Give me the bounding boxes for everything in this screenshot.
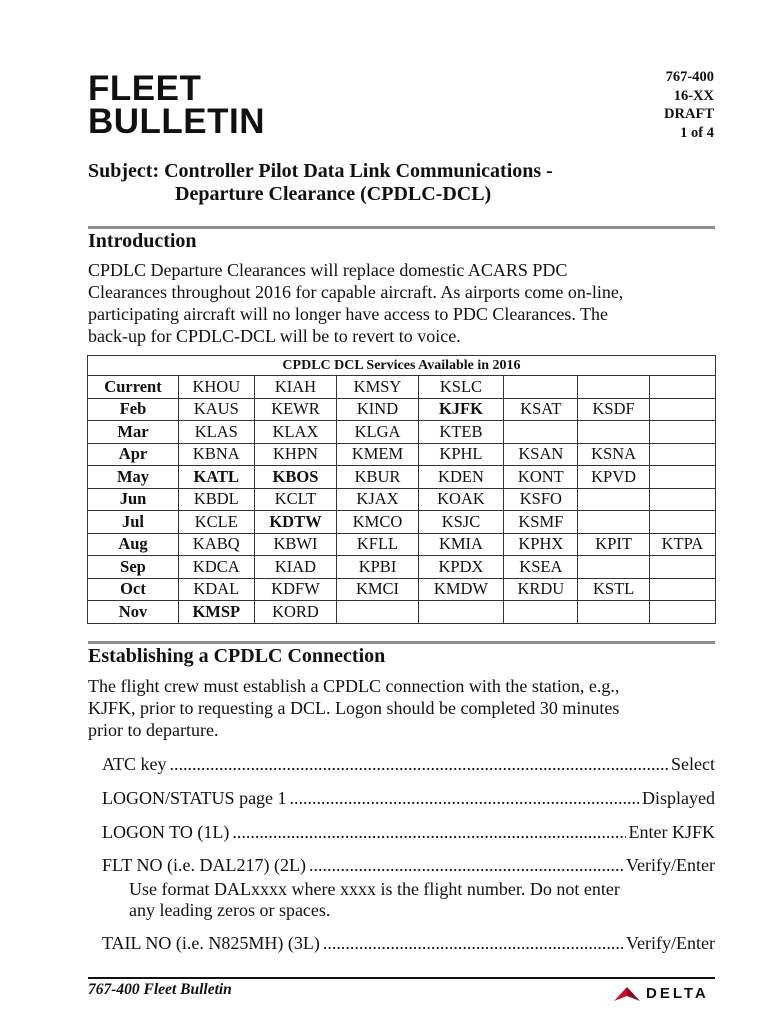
table-row [88,443,716,466]
airport-cell: KBDL [179,488,255,511]
airport-cell [578,421,649,444]
airport-cell: KTEB [418,421,504,444]
airport-cell: KIAD [254,556,337,579]
connection-heading: Establishing a CPDLC Connection [88,645,386,667]
month-cell: Oct [88,578,179,601]
airport-cell: KMCI [337,578,418,601]
month-cell: May [88,466,179,489]
airport-cell: KJFK [418,398,504,421]
note-line: any leading zeros or spaces. [129,900,331,920]
airport-cell [504,421,578,444]
meta-aircraft: 767-400 [665,69,714,85]
intro-line: CPDLC Departure Clearances will replace domestic ACARS PDC [88,260,568,280]
airport-cell: KMSY [337,376,418,399]
airport-cell [649,466,715,489]
airport-cell [578,601,649,624]
month-cell: Jul [88,511,179,534]
table-row [88,533,716,556]
title-line-1: FLEET [88,69,202,108]
airport-cell: KHPN [254,443,337,466]
footer-title: 767-400 Fleet Bulletin [88,981,232,998]
airport-cell [504,601,578,624]
step-flt-no [102,854,715,876]
intro-line: back-up for CPDLC-DCL will be to revert to voice. [88,326,461,346]
airport-cell [418,601,504,624]
intro-heading: Introduction [88,230,197,252]
step-action: Verify/Enter [626,855,715,875]
airport-cell: KORD [254,601,337,624]
airport-cell: KRDU [504,578,578,601]
month-cell: Apr [88,443,179,466]
step-label: LOGON/STATUS page 1 [102,788,287,808]
airport-cell [578,556,649,579]
delta-triangle-icon [614,987,640,1001]
airport-cell [649,443,715,466]
connection-line: KJFK, prior to requesting a DCL. Logon should be completed 30 minutes [88,698,620,718]
leader-dots [309,854,623,876]
airport-cell [649,488,715,511]
airport-cell: KSTL [578,578,649,601]
dcl-services-table [87,355,716,624]
month-cell: Jun [88,488,179,511]
airport-cell [578,488,649,511]
table-row [88,421,716,444]
airport-cell: KBUR [337,466,418,489]
airport-cell [649,556,715,579]
airport-cell: KSAN [504,443,578,466]
month-cell: Aug [88,533,179,556]
airport-cell [649,398,715,421]
table-row [88,578,716,601]
airport-cell: KSAT [504,398,578,421]
airport-cell: KDTW [254,511,337,534]
airport-cell: KLAX [254,421,337,444]
connection-line: The flight crew must establish a CPDLC connection with the station, e.g., [88,676,620,696]
airport-cell [649,511,715,534]
table-row [88,398,716,421]
airport-cell: KPDX [418,556,504,579]
step-action: Verify/Enter [626,933,715,953]
airport-cell: KFLL [337,533,418,556]
airport-cell: KPHX [504,533,578,556]
airport-cell: KBWI [254,533,337,556]
airport-cell: KONT [504,466,578,489]
airport-cell: KEWR [254,398,337,421]
table-row [88,511,716,534]
section-divider [88,226,715,229]
note-line: Use format DALxxxx where xxxx is the flight number. Do not enter [129,879,620,899]
airport-cell: KDAL [179,578,255,601]
table-row [88,601,716,624]
leader-dots [290,787,639,809]
airport-cell: KPIT [578,533,649,556]
step-label: LOGON TO (1L) [102,822,230,842]
airport-cell: KDEN [418,466,504,489]
intro-line: participating aircraft will no longer have access to PDC Clearances. The [88,304,608,324]
airport-cell: KABQ [179,533,255,556]
airport-cell: KMDW [418,578,504,601]
step-logon-to [102,821,715,843]
airport-cell: KMEM [337,443,418,466]
logo-text: DELTA [646,985,709,1002]
airport-cell: KPBI [337,556,418,579]
step-action: Select [671,754,715,774]
airport-cell: KBOS [254,466,337,489]
month-cell: Nov [88,601,179,624]
subject-line-1: Subject: Controller Pilot Data Link Communications - [88,160,553,182]
airport-cell: KAUS [179,398,255,421]
airport-cell: KPVD [578,466,649,489]
connection-line: prior to departure. [88,720,219,740]
airport-cell: KIND [337,398,418,421]
airport-cell: KHOU [179,376,255,399]
month-cell: Mar [88,421,179,444]
airport-cell: KJAX [337,488,418,511]
connection-paragraph [88,675,718,741]
airport-cell [578,511,649,534]
flt-no-note [129,879,719,921]
airport-cell: KMIA [418,533,504,556]
airport-cell: KATL [179,466,255,489]
airport-cell: KLAS [179,421,255,444]
delta-logo [614,985,709,1002]
leader-dots [170,753,669,775]
month-cell: Current [88,376,179,399]
airport-cell: KLGA [337,421,418,444]
airport-cell [504,376,578,399]
step-action: Enter KJFK [628,822,715,842]
airport-cell: KDFW [254,578,337,601]
intro-paragraph [88,259,718,347]
step-label: TAIL NO (i.e. N825MH) (3L) [102,933,320,953]
airport-cell: KSLC [418,376,504,399]
airport-cell: KSEA [504,556,578,579]
meta-page: 1 of 4 [680,124,714,141]
airport-cell: KSMF [504,511,578,534]
step-action: Displayed [642,788,715,808]
airport-cell: KSJC [418,511,504,534]
airport-cell: KPHL [418,443,504,466]
airport-cell [649,578,715,601]
meta-status: DRAFT [664,106,714,122]
leader-dots [323,932,623,954]
meta-number: 16-XX [673,87,714,104]
month-cell: Sep [88,556,179,579]
airport-cell [649,421,715,444]
step-label: FLT NO (i.e. DAL217) (2L) [102,855,306,875]
subject-heading [88,160,553,206]
table-caption: CPDLC DCL Services Available in 2016 [88,356,716,376]
step-tail-no [102,932,715,954]
table-row [88,556,716,579]
airport-cell: KDCA [179,556,255,579]
table-row [88,376,716,399]
airport-cell: KSDF [578,398,649,421]
table-row [88,466,716,489]
airport-cell: KCLE [179,511,255,534]
airport-cell [649,376,715,399]
airport-cell: KOAK [418,488,504,511]
airport-cell [649,601,715,624]
airport-cell: KSFO [504,488,578,511]
airport-cell: KSNA [578,443,649,466]
airport-cell: KMSP [179,601,255,624]
airport-cell: KIAH [254,376,337,399]
intro-line: Clearances throughout 2016 for capable aircraft. As airports come on-line, [88,282,624,302]
bulletin-title [88,69,266,141]
step-label: ATC key [102,754,167,774]
step-logon-status [102,787,715,809]
table-row [88,488,716,511]
section-divider [88,641,715,644]
airport-cell [578,376,649,399]
leader-dots [232,821,625,843]
airport-cell: KCLT [254,488,337,511]
title-line-2: BULLETIN [88,102,266,141]
footer-rule [88,977,715,979]
airport-cell [337,601,418,624]
table-body [88,376,716,624]
subject-line-2: Departure Clearance (CPDLC-DCL) [175,183,492,205]
document-meta [664,68,714,142]
step-atc-key [102,753,715,775]
airport-cell: KMCO [337,511,418,534]
airport-cell: KTPA [649,533,715,556]
airport-cell: KBNA [179,443,255,466]
month-cell: Feb [88,398,179,421]
